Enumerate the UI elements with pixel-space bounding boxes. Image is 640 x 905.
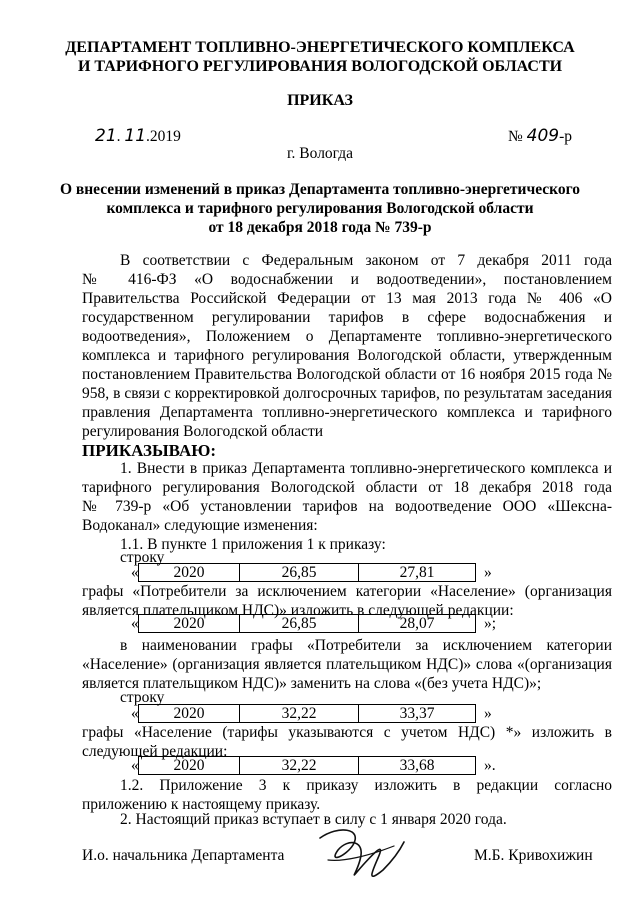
date-month: 11 [124,126,147,146]
department-header-line2: И ТАРИФНОГО РЕГУЛИРОВАНИЯ ВОЛОГОДСКОЙ ОБЛАСТИ [77,58,563,75]
item-1-1: 1.1. В пункте 1 приложения 1 к приказу: [120,536,386,553]
text-a: графы «Потребители за исключением категории «Население» (организация является плательщиком НДС)» изложить в следующей редакции: [82,583,612,619]
document-page: ДЕПАРТАМЕНТ ТОПЛИВНО-ЭНЕРГЕТИЧЕСКОГО КОМПЛЕКСА И ТАРИФНОГО РЕГУЛИРОВАНИЯ ВОЛОГОДСКОЙ ОБЛАСТИ ПРИКАЗ 21. 11.2019 № 409-р г. Вологда О внесении изменений в приказ Департамента топливно-энергетического комплекса и тарифного регулирования Вологодской области от 18 декабря 2018 года № 739-р В соответствии с Федеральным законом от 7 декабря 2011 года № 416-ФЗ «О водоснабжении и водоотведении», постановлением Правительства Российской Федерации от 13 мая 2013 года № 406 «О государственном регулировании тарифов в сфере водоснабжения и водоотведения», Положением о Департаменте топливно-энергетического комплекса и тарифного регулирования Вологодской области, утвержденным постановлением Правительства Вологодской области от 16 ноября 2015 года № 958, в связи с корректировкой долгосрочных тарифов, по результатам заседания правления Департамента топливно-энергетического комплекса и тарифного регулирования Вологодской области ПРИКАЗЫВАЮ: 1. Внести в приказ Департамента топливно-энергетического комплекса и тарифного регулирования Вологодской области от 18 декабря 2018 года № 739-р «Об установлении тарифов на водоотведение ООО «Шексна- Водоканал» следующие изменения: 1.1. В пункте 1 приложения 1 к приказу: строку « 2020 26,85 27,81 » графы «Потребители за исключением категории «Население» (организация является плательщиком НДС)» изложить в следующей редакции: « 2020 26,85 28,07 »; в наименовании графы «Потребители за исключением категории «Население» (организация является плательщиком НДС)» слова «(организация является плательщиком НДС)» заменить на слова «(без учета НДС)»; строку « 2020 32,22 33,37 » графы «Население (тарифы указываются с учетом НДС) *» изложить в следующей редакции: « 2020 32,22 33,68 ». 1.2. Приложение 3 к приказу изложить в редакции согласно приложению к настоящему приказу. 2. Настоящий приказ вступает в силу с 1 января 2020 года. И.о. начальника Департамента М.Б. Кривохижин [0,0,640,905]
item-1-2: 1.2. Приложение 3 к приказу изложить в редакции согласно приложению к настоящему приказу. [82,777,612,813]
stroku-label: строку [120,549,165,566]
handwritten-signature [308,820,418,895]
tariff-table-2 [138,614,476,633]
date-year: .2019 [146,128,181,145]
signature-position: И.о. начальника Департамента [82,847,285,864]
order-number: № 409-р [508,126,573,146]
tariff-table-4 [138,756,476,775]
doc-type: ПРИКАЗ [287,92,353,109]
title-line3: от 18 декабря 2018 года № 739-р [208,219,432,236]
table-row: 2020 26,85 27,81 [139,564,476,582]
item-1: 1. Внести в приказ Департамента топливно-энергетического комплекса и тарифного регулирования Вологодской области от 18 декабря 2018 года № 739-р «Об установлении тарифов на водоотведение ООО «Шексна- Водоканал» следующие изменения: [82,460,612,534]
table-row: 2020 26,85 28,07 [139,615,476,633]
title-line1: О внесении изменений в приказ Департамента топливно-энергетического [59,181,581,198]
tariff-table-1 [138,563,476,582]
order-word: ПРИКАЗЫВАЮ: [82,441,217,460]
signature-name: М.Б. Кривохижин [474,847,593,864]
tariff-table-3 [138,704,476,723]
date-day: 21 [95,126,117,146]
number-value: 409 [526,126,560,146]
preamble: В соответствии с Федеральным законом от 7 декабря 2011 года № 416-ФЗ «О водоснабжении и водоотведении», постановлением Правительства Российской Федерации от 13 мая 2013 года № 406 «О государственном регулировании тарифов в сфере водоснабжения и водоотведения», Положением о Департаменте топливно-энергетического комплекса и тарифного регулирования Вологодской области, утвержденным постановлением Правительства Вологодской области от 16 ноября 2015 года № 958, в связи с корректировкой долгосрочных тарифов, по результатам заседания правления Департамента топливно-энергетического комплекса и тарифного регулирования Вологодской области [82,252,612,440]
department-header-line1: ДЕПАРТАМЕНТ ТОПЛИВНО-ЭНЕРГЕТИЧЕСКОГО КОМПЛЕКСА [65,39,575,56]
table-row: 2020 32,22 33,37 [139,705,476,723]
city: г. Вологда [286,145,354,162]
item-2: 2. Настоящий приказ вступает в силу с 1 января 2020 года. [120,811,507,828]
table-row: 2020 32,22 33,68 [139,757,476,775]
stroku-label-2: строку [120,689,165,706]
order-date: 21. 11.2019 [95,126,181,146]
text-b: в наименовании графы «Потребители за исключением категории «Население» (организация является плательщиком НДС)» слова «(организация является плательщиком НДС)» заменить на слова «(без учета НДС)»; [82,637,612,692]
title-line2: комплекса и тарифного регулирования Вологодской области [106,200,534,217]
text-c: графы «Население (тарифы указываются с учетом НДС) *» изложить в следующей редакции: [82,724,612,760]
